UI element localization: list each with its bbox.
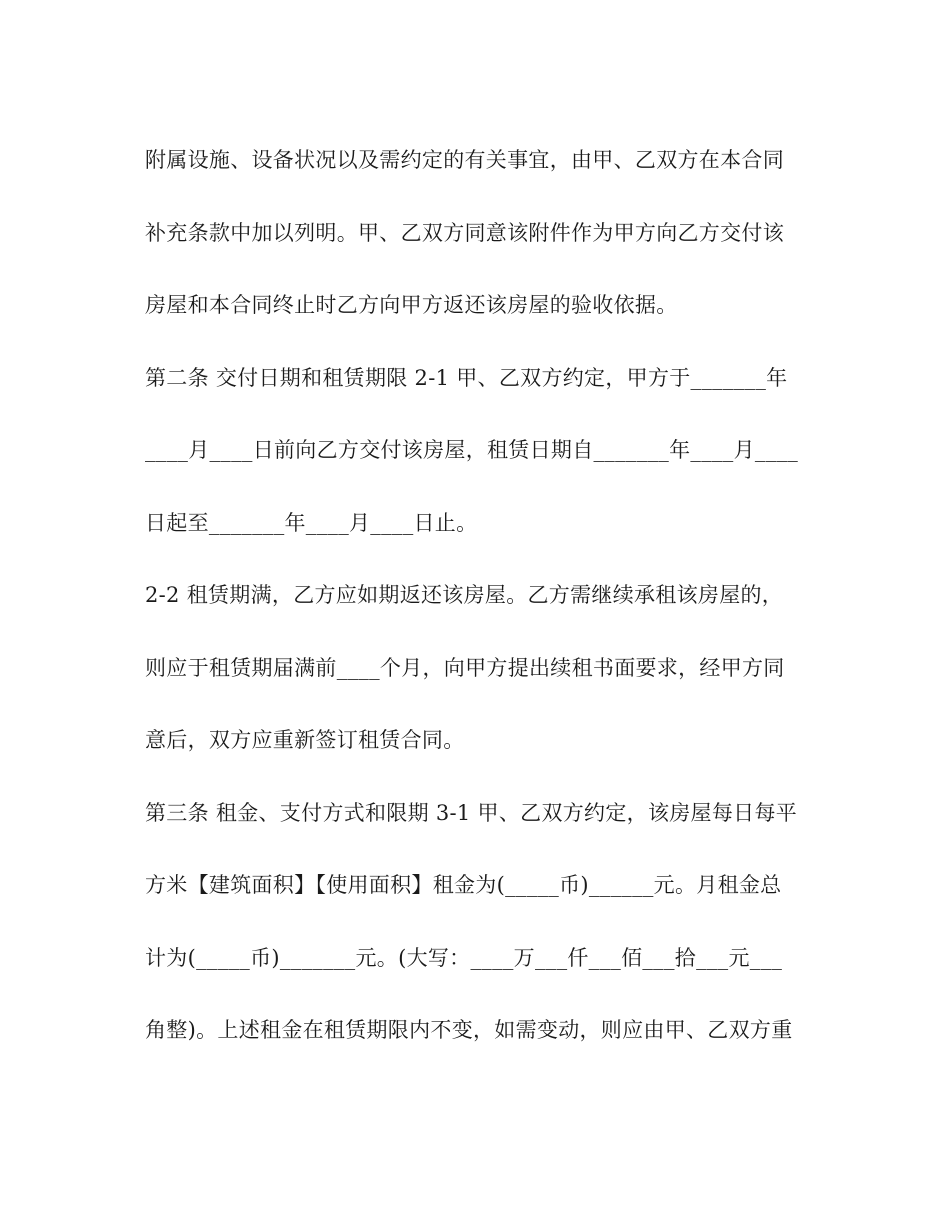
text-line: 第三条 租金、支付方式和限期 3-1 甲、乙双方约定，该房屋每日每平 — [145, 800, 798, 825]
text-line: 2-2 租赁期满，乙方应如期返还该房屋。乙方需继续承租该房屋的， — [145, 583, 784, 607]
text-line: 角整)。上述租金在租赁期限内不变，如需变动，则应由甲、乙双方重 — [145, 1018, 793, 1042]
text-line: 日起至_______年____月____日止。 — [145, 510, 478, 535]
text-line: 则应于租赁期届满前____个月，向甲方提出续租书面要求，经甲方同 — [145, 655, 785, 680]
text-line: 附属设施、设备状况以及需约定的有关事宜，由甲、乙双方在本合同 — [145, 148, 784, 172]
text-line: 意后，双方应重新签订租赁合同。 — [145, 728, 465, 752]
text-line: ____月____日前向乙方交付该房屋，租赁日期自_______年____月____ — [145, 438, 799, 462]
text-line: 方米【建筑面积】【使用面积】租金为(_____币)______元。月租金总 — [145, 873, 782, 897]
text-line: 第二条 交付日期和租赁期限 2-1 甲、乙双方约定，甲方于_______年 — [145, 365, 788, 390]
text-line: 房屋和本合同终止时乙方向甲方返还该房屋的验收依据。 — [145, 293, 678, 317]
text-line: 计为(_____币)_______元。(大写：____万___仟___佰___拾___元___ — [145, 945, 783, 970]
text-line: 补充条款中加以列明。甲、乙双方同意该附件作为甲方向乙方交付该 — [145, 220, 784, 245]
contract-body — [145, 140, 825, 1083]
